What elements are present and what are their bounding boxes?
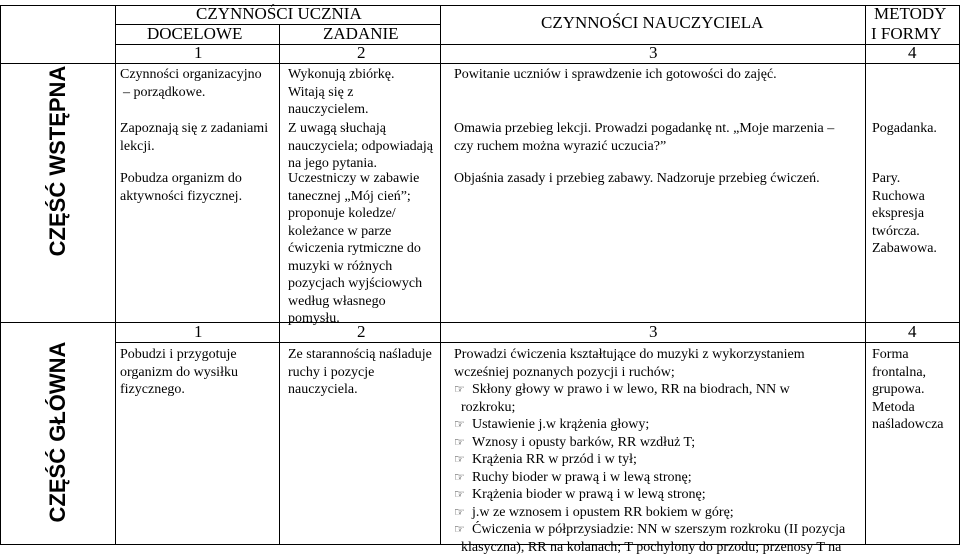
hand-pointer-icon: ☞ (454, 522, 465, 536)
main-column-number: 3 (649, 322, 658, 341)
main-method: Forma frontalna, grupowa. Metoda naśladowcza (872, 347, 944, 432)
hand-pointer-icon: ☞ (454, 487, 465, 501)
hand-pointer-icon: ☞ (454, 434, 465, 449)
hand-pointer-icon: ☞ (454, 382, 465, 396)
intro-teacher-2: Omawia przebieg lekcji. Prowadzi pogadankę nt. „Moje marzenia – czy ruchem można wyrazić uczucia?” (454, 121, 835, 154)
intro-goal-2: Zapoznają się z zadaniami lekcji. (120, 121, 269, 154)
header-student-activities: CZYNNOŚCI UCZNIA (196, 4, 362, 23)
main-column-number: 1 (194, 322, 203, 341)
exercise-list (454, 381, 845, 556)
column-number: 4 (908, 43, 917, 62)
hand-pointer-icon: ☞ (454, 452, 465, 466)
column-number: 3 (649, 43, 658, 62)
hand-pointer-icon: ☞ (454, 469, 465, 484)
header-methods: METODY (874, 4, 947, 23)
section-label-intro: CZĘŚĆ WSTĘPNA (45, 65, 70, 257)
column-number: 2 (357, 43, 366, 62)
intro-task-3: Uczestniczy w zabawie tanecznej „Mój cień”; proponuje koledze/ koleżance w parze ćwiczenia rytmiczne do muzyki w różnych pozycjach wyjściowych według własnego pomysłu. (288, 171, 423, 326)
hand-pointer-icon: ☞ (454, 417, 465, 431)
table-border-top (0, 5, 960, 6)
main-column-number: 2 (357, 322, 366, 341)
main-task: Ze starannością naśladuje ruchy i pozycje nauczyciela. (288, 347, 432, 397)
section-label-main: CZĘŚĆ GŁÓWNA (45, 341, 70, 523)
section-column-rule (115, 5, 116, 545)
list-item: ☞ j.w ze wznosem i opustem RR bokiem w górę; (454, 504, 734, 520)
teacher-column-rule (865, 5, 866, 545)
main-goal: Pobudzi i przygotuje organizm do wysiłku fizycznego. (120, 347, 238, 397)
table-border-left (0, 5, 1, 545)
header-goals: DOCELOWE (147, 24, 243, 43)
header-teacher-activities: CZYNNOŚCI NAUCZYCIELA (541, 13, 764, 32)
list-item: ☞ Krążenia bioder w prawą i w lewą stronę; (454, 487, 706, 502)
list-item: ☞ Ustawienie j.w krążenia głowy; (454, 417, 650, 432)
header-methods-forms: I FORMY (871, 24, 942, 43)
intro-task-1: Wykonują zbiórkę. Witają się z nauczycielem. (288, 67, 395, 117)
main-teacher-intro: Prowadzi ćwiczenia kształtujące do muzyki z wykorzystaniem wcześniej poznanych pozycji i ruchów; (454, 347, 805, 380)
task-column-rule (440, 5, 441, 545)
main-number-row-rule (115, 342, 960, 343)
intro-teacher-1: Powitanie uczniów i sprawdzenie ich gotowości do zajęć. (454, 67, 777, 82)
intro-method-3: Pary. Ruchowa ekspresja twórcza. Zabawowa. (872, 171, 937, 256)
list-item: ☞ Wznosy i opusty barków, RR wzdłuż T; (454, 434, 696, 450)
intro-goal-3: Pobudza organizm do aktywności fizycznej. (120, 171, 243, 204)
intro-teacher-3: Objaśnia zasady i przebieg zabawy. Nadzoruje przebieg ćwiczeń. (454, 171, 820, 186)
list-item: ☞ Skłony głowy w prawo i w lewo, RR na biodrach, NN w rozkroku; (454, 382, 790, 415)
list-item: ☞ Krążenia RR w przód i w tył; (454, 452, 637, 467)
number-row-rule (0, 63, 960, 64)
intro-method-2: Pogadanka. (872, 121, 937, 136)
section-divider (0, 322, 960, 323)
column-number: 1 (194, 43, 203, 62)
intro-goal-1: Czynności organizacyjno – porządkowe. (120, 67, 262, 100)
header-bottom-rule (115, 44, 960, 45)
header-tasks: ZADANIE (323, 24, 399, 43)
main-column-number: 4 (908, 322, 917, 341)
hand-pointer-icon: ☞ (454, 504, 465, 519)
list-item: ☞ Ruchy bioder w prawą i w lewą stronę; (454, 469, 692, 485)
goal-column-rule (279, 24, 280, 545)
list-item: ☞ Ćwiczenia w półprzysiadzie: NN w szerszym rozkroku (II pozycja klasyczna), RR na kolanach; T pochylony do przodu; przenosy T na (454, 522, 846, 555)
intro-task-2: Z uwagą słuchają nauczyciela; odpowiadają na jego pytania. (288, 121, 433, 171)
